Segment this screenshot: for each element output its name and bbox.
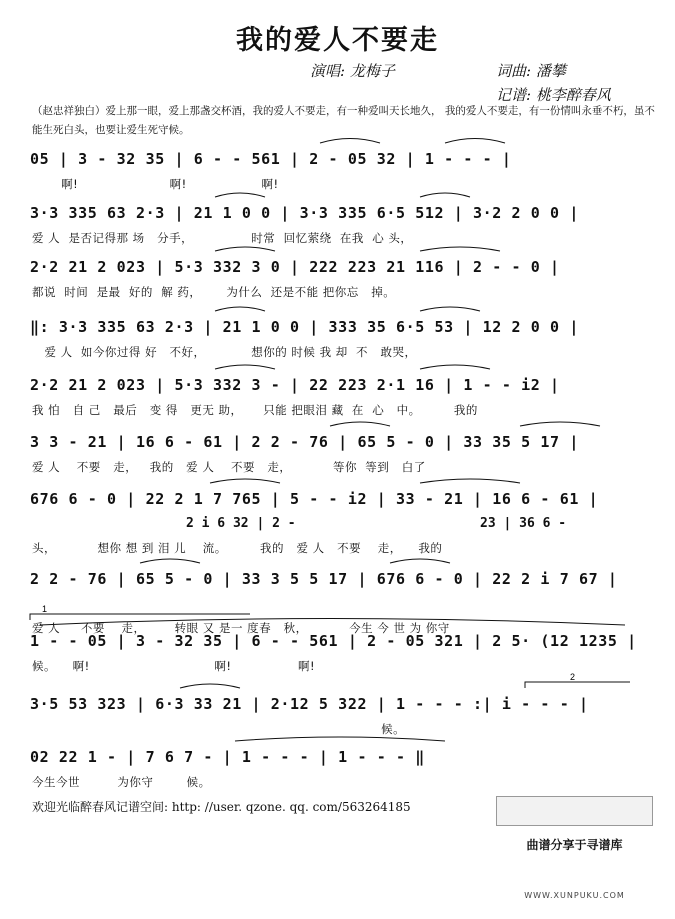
volta-2-label: 2 [570, 672, 576, 682]
lyrics-row: 爱 人 是否记得那 场 分手， 时常 回忆萦绕 在我 心 头， [32, 231, 413, 245]
page-title: 我的爱人不要走 [236, 25, 439, 56]
slur-arc [420, 247, 500, 251]
logo-title: 曲谱分享于寻谱库 [526, 838, 623, 852]
notation-row: 02 22 1 - | 7 6 7 - | 1 - - - | 1 - - - ‖ [30, 748, 425, 766]
lyrics-row: 爱 人 不要 走， 转眼 又 是一 度春 秋， 今生 今 世 为 你守 [32, 621, 450, 635]
notation-row: 1 - - 05 | 3 - 32 35 | 6 - - 561 | 2 - 05 321 | 2 5· (12 1235 | [30, 632, 637, 650]
slur-arc [215, 365, 275, 369]
volta-1-label: 1 [42, 604, 48, 614]
harmony-row: 2 i 6 32 | 2 - [186, 516, 296, 531]
transcriber-credit: 记谱: 桃李醉春风 [496, 86, 611, 104]
tie-arc [235, 737, 445, 741]
notation-row: ‖: 3·3 335 63 2·3 | 21 1 0 0 | 333 35 6·5 53 | 12 2 0 0 | [30, 318, 579, 336]
slur-arc [320, 139, 380, 144]
slur-arc [420, 307, 480, 311]
singer-credit: 演唱: 龙梅子 [310, 62, 395, 80]
lyrics-row: 我 怕 自 己 最后 变 得 更无 助， 只能 把眼泪 藏 在 心 中。 我的 [32, 403, 478, 417]
footer-link[interactable]: 欢迎光临醉春风记谱空间: http: //user. qzone. qq. com/563264185 [32, 800, 411, 814]
slur-arc [215, 307, 265, 311]
volta-2-bracket [525, 682, 630, 688]
slur-arc [140, 559, 200, 563]
notation-row: 2·2 21 2 023 | 5·3 332 3 0 | 222 223 21 116 | 2 - - 0 | [30, 258, 560, 276]
lyrics-row: 爱 人 如今你过得 好 不好， 想你的 时候 我 却 不 敢哭， [32, 345, 417, 359]
lyrics-row: 候。 [32, 722, 406, 736]
slur-arc [390, 559, 450, 563]
lyrics-row: 今生今世 为你守 候。 [32, 775, 211, 789]
composer-credit: 词曲: 潘攀 [496, 62, 566, 80]
lyrics-row: 候。 啊! 啊! 啊! [32, 659, 316, 673]
slur-arc [520, 422, 600, 426]
intro-monologue: （赵忠祥独白）爱上那一眼，爱上那盏交杯酒，我的爱人不要走，有一种爱叫天长地久， 我的爱人不要走，有一份情叫永垂不朽，虽不能生死白头，也要让爱生死守候。 [32, 105, 655, 136]
slur-arc [215, 247, 275, 251]
slur-arc [180, 684, 240, 688]
tie-arc [40, 619, 625, 626]
lyrics-row: 啊! 啊! 啊! [32, 177, 279, 191]
lyrics-row: 头， 想你 想 到 泪 儿 流。 我的 爱 人 不要 走， 我的 [32, 541, 443, 555]
notation-row: 2 2 - 76 | 65 5 - 0 | 33 3 5 5 17 | 676 6 - 0 | 22 2 i 7 67 | [30, 570, 618, 588]
slur-arc [420, 479, 520, 483]
notation-row: 3·5 53 323 | 6·3 33 21 | 2·12 5 322 | 1 - - - :| i - - - | [30, 695, 589, 713]
notation-row: 05 | 3 - 32 35 | 6 - - 561 | 2 - 05 32 | 1 - - - | [30, 150, 512, 168]
harmony-row: 23 | 36 6 - [480, 516, 567, 531]
slur-arc [330, 422, 390, 426]
lyrics-row: 爱 人 不要 走， 我的 爱 人 不要 走， 等你 等到 白了 [32, 460, 426, 474]
slur-arc [210, 479, 280, 483]
notation-row: 3 3 - 21 | 16 6 - 61 | 2 2 - 76 | 65 5 - 0 | 33 35 5 17 | [30, 433, 579, 451]
lyrics-row: 都说 时间 是最 好的 解 药， 为什么 还是不能 把你忘 掉。 [32, 285, 396, 299]
slur-arc [215, 193, 265, 197]
logo-url: WWW.XUNPUKU.COM [524, 891, 625, 900]
slur-arc [420, 193, 470, 197]
notation-row: 3·3 335 63 2·3 | 21 1 0 0 | 3·3 335 6·5 512 | 3·2 2 0 0 | [30, 204, 579, 222]
slur-arc [445, 139, 505, 144]
slur-arc [420, 365, 490, 369]
notation-row: 676 6 - 0 | 22 2 1 7 765 | 5 - - i2 | 33 - 21 | 16 6 - 61 | [30, 490, 599, 508]
notation-row: 2·2 21 2 023 | 5·3 332 3 - | 22 223 2·1 16 | 1 - - i2 | [30, 376, 560, 394]
site-logo[interactable] [496, 796, 653, 900]
